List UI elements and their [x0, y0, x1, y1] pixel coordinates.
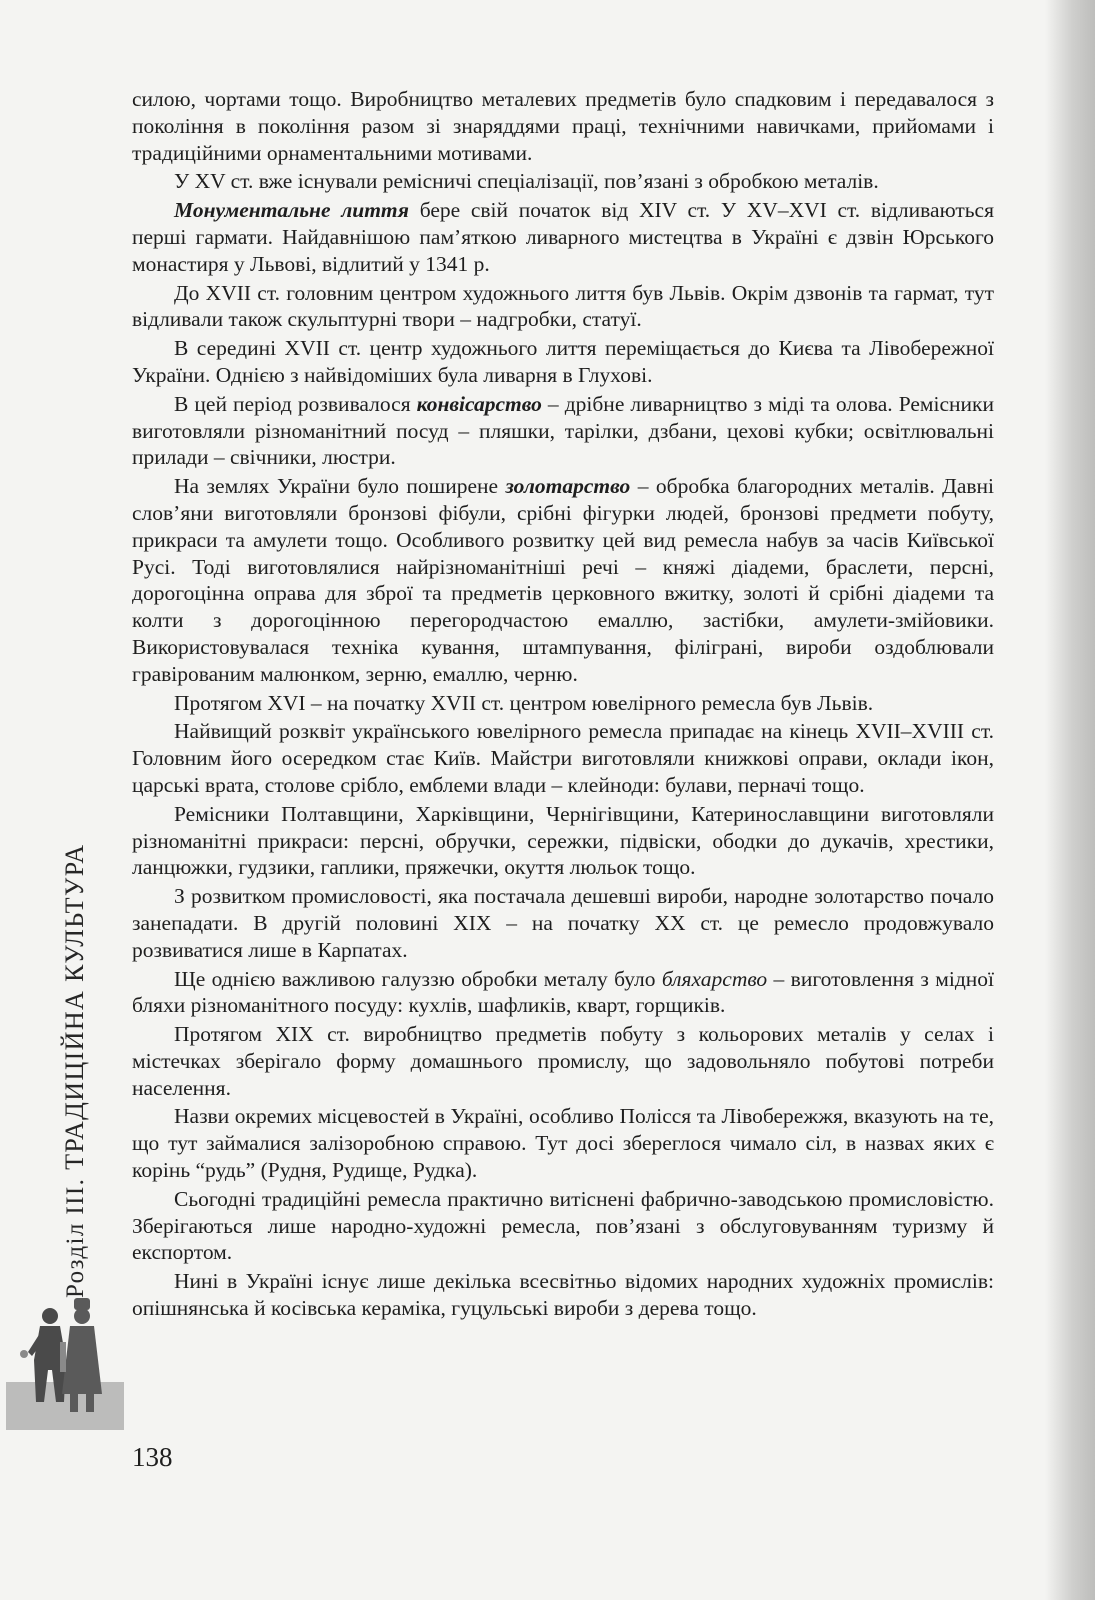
- paragraph: [132, 966, 994, 1020]
- term: конвісарство: [416, 391, 542, 416]
- text-run: Ще однією важливою галуззю обробки металу було: [174, 966, 662, 991]
- text-run: Нині в Україні існує лише декілька всесвітньо відомих народних художніх промислів: опішнянська й косівська кераміка, гуцульські вироби з дерева тощо.: [132, 1269, 994, 1321]
- term: Монументальне лиття: [174, 198, 409, 223]
- text-run: Протягом XVI – на початку XVII ст. центром ювелірного ремесла був Львів.: [174, 690, 874, 715]
- chapter-side-title: [60, 844, 90, 1298]
- chapter-title: ТРАДИЦІЙНА КУЛЬТУРА: [60, 843, 89, 1170]
- text-run: Сьогодні традиційні ремесла практично витіснені фабрично-заводською промисловістю. Зберігаються лише народно-художні ремесла, пов’язані з обслуговуванням туризму й експортом.: [132, 1186, 994, 1265]
- text-run: Назви окремих місцевостей в Україні, особливо Полісся та Лівобережжя, вказують на те, що тут займалися залізоробною справою. Тут досі збереглося чимало сіл, в назвах яких є корінь “рудь” (Рудня, Рудище, Рудка).: [132, 1104, 994, 1183]
- paragraph: [132, 335, 994, 389]
- paragraph: [132, 690, 994, 717]
- paragraph: [132, 197, 994, 277]
- paragraph: [132, 86, 994, 166]
- text-run: – обробка благородних металів. Давні слов’яни виготовляли бронзові фібули, срібні фігурки людей, бронзові предмети побуту, прикраси та амулети тощо. Особливого розвитку цей вид ремесла набув за часів Київської Русі. Тоді виготовлялися найрізноманітніші речі – княжі діадеми, браслети, персні, дорогоцінна оправа для зброї та предметів церковного вжитку, золоті й срібні діадеми та колти з дорогоцінною перегородчастою емаллю, застібки, амулети-змійовики. Використовувалася техніка кування, штампування, філіграні, вироби оздоблювали гравірованим малюнком, зерню, емаллю, черню.: [132, 474, 994, 686]
- text-run: В середині XVII ст. центр художнього лиття переміщається до Києва та Лівобережної України. Однією з найвідоміших була ливарня в Глухові.: [132, 336, 994, 387]
- text-run: – дрібне ливарництво з міді та олова. Ремісники виготовляли різноманітний посуд – пляшки, тарілки, дзбани, цехові кубки; освітлювальні прилади – свічники, люстри.: [132, 391, 994, 470]
- paragraph: [132, 1103, 994, 1183]
- paragraph: [132, 391, 994, 471]
- page-number: 138: [132, 1442, 173, 1472]
- paragraph: [132, 718, 994, 798]
- folk-costume-figures-icon: [6, 1290, 124, 1430]
- paragraph: [132, 801, 994, 881]
- paragraph: [132, 883, 994, 963]
- paragraph: [132, 1268, 994, 1322]
- paragraph: [132, 1021, 994, 1101]
- text-run: Найвищий розквіт українського ювелірного ремесла припадає на кінець XVII–XVIII ст. Головним його осередком стає Київ. Майстри виготовляли книжкові оправи, оклади ікон, царські врата, столове срібло, емблеми влади – клейноди: булави, перначі тощо.: [132, 719, 994, 797]
- term: бляхарство: [661, 966, 768, 991]
- paragraph: [132, 473, 994, 687]
- paragraph: [132, 280, 994, 334]
- page-edge-shadow: [1045, 0, 1095, 1600]
- text-run: Ремісники Полтавщини, Харківщини, Чернігівщини, Катеринославщини виготовляли різноманітні прикраси: персні, обручки, сережки, підвіски, ободки до дукачів, хрестики, ланцюжки, гудзики, гаплики, пряжечки, окуття люльок тощо.: [132, 801, 994, 880]
- text-run: До XVII ст. головним центром художнього лиття був Львів. Окрім дзвонів та гармат, тут відливали також скульптурні твори – надгробки, статуї.: [132, 280, 994, 332]
- text-run: силою, чортами тощо. Виробництво металевих предметів було спадковим і передавалося з покоління в покоління разом зі знаряддями праці, технічними навичками, прийомами і традиційними орнаментальними мотивами.: [132, 87, 994, 165]
- paragraph: [132, 168, 994, 195]
- text-run: З розвитком промисловості, яка постачала дешевші вироби, народне золотарство почало занепадати. В другій половині XIX – на початку XX ст. це ремесло продовжувало розвиватися лише в Карпатах.: [132, 884, 994, 962]
- text-run: На землях України було поширене: [174, 474, 506, 499]
- chapter-number: Розділ III.: [62, 1177, 89, 1298]
- text-run: Протягом XIX ст. виробництво предметів побуту з кольорових металів у селах і містечках зберігало форму домашнього промислу, що задовольняло побутові потреби населення.: [132, 1022, 994, 1100]
- text-run: бере свій початок від XIV ст. У XV–XVI ст. відливаються перші гармати. Найдавнішою пам’яткою ливарного мистецтва в Україні є дзвін Юрського монастиря у Львові, відлитий у 1341 р.: [132, 198, 994, 276]
- text-run: В цей період розвивалося: [174, 391, 417, 416]
- paragraph: [132, 1186, 994, 1266]
- body-text: [132, 86, 994, 1324]
- term: золотарство: [505, 474, 631, 499]
- text-run: У XV ст. вже існували ремісничі спеціалізації, пов’язані з обробкою металів.: [174, 169, 879, 194]
- text-run: – виготовлення з мідної бляхи різноманітного посуду: кухлів, шафликів, кварт, горщиків.: [132, 966, 994, 1018]
